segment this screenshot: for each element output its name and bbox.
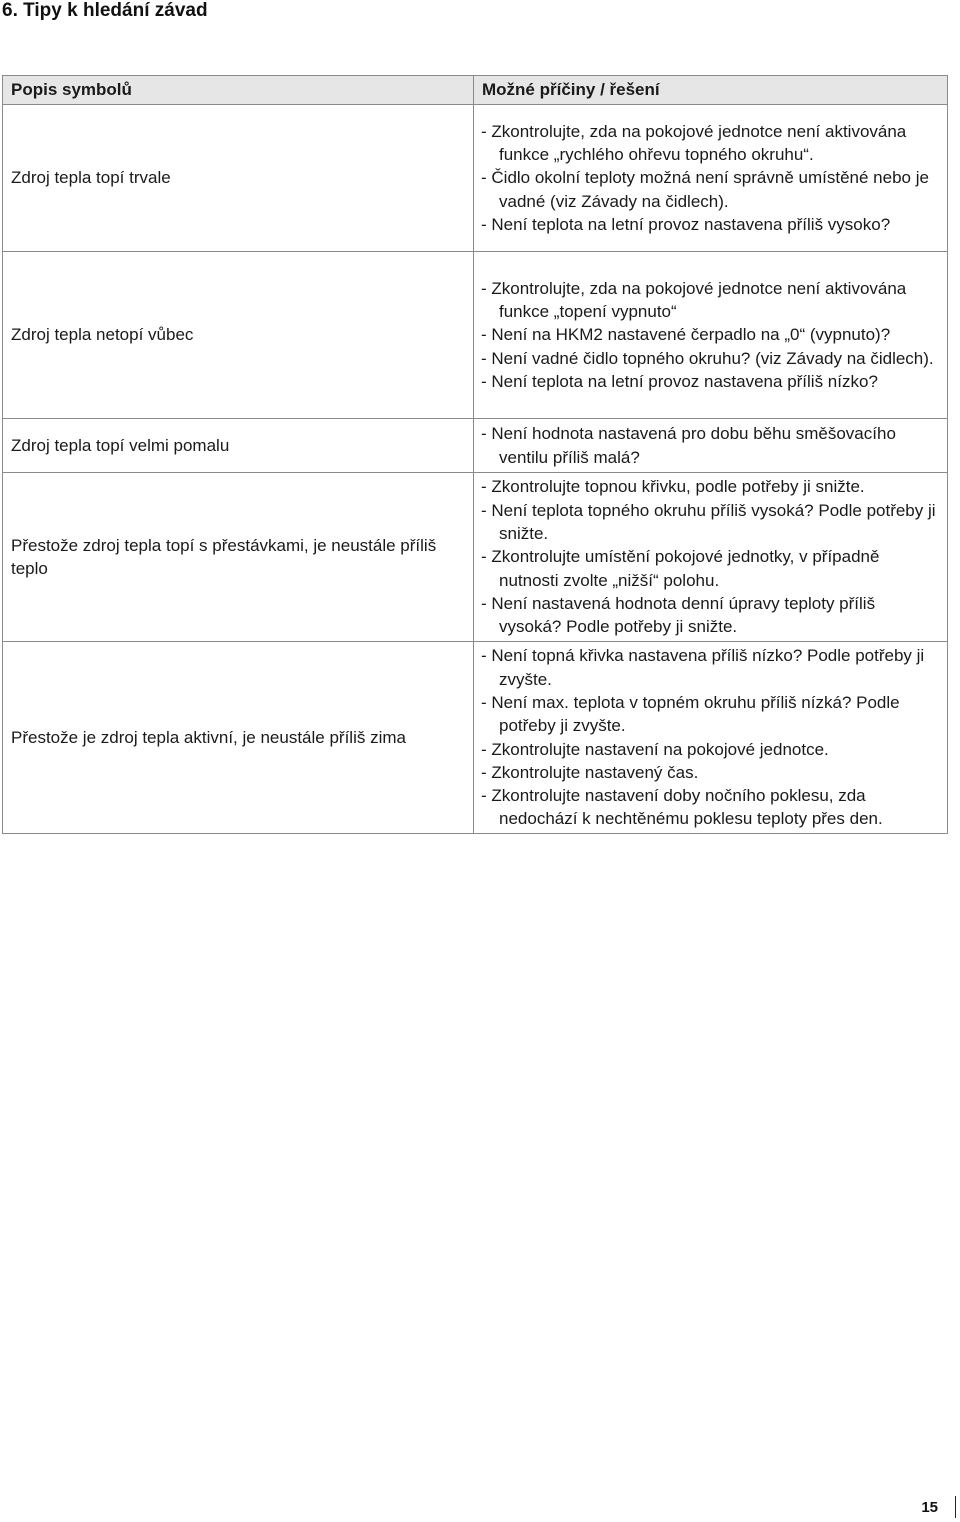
cause-cell — [474, 642, 948, 834]
page-number-divider — [955, 1496, 956, 1518]
column-header-cause: Možné příčiny / řešení — [474, 76, 948, 105]
symptom-cell: Přestože je zdroj tepla aktivní, je neustále příliš zima — [3, 642, 474, 834]
cause-item: - Čidlo okolní teploty možná není správně umístěné nebo je vadné (viz Závady na čidlech). — [481, 168, 929, 211]
cause-cell — [474, 473, 948, 642]
table-row — [3, 252, 948, 419]
symptom-cell: Přestože zdroj tepla topí s přestávkami, je neustále příliš teplo — [3, 473, 474, 642]
cause-item: - Zkontrolujte, zda na pokojové jednotce není aktivována funkce „topení vypnuto“ — [481, 278, 907, 322]
page-title: 6. Tipy k hledání závad — [2, 0, 208, 21]
cause-cell — [474, 252, 948, 419]
cause-item: - Není hodnota nastavená pro dobu běhu směšovacího ventilu příliš malá? — [481, 424, 896, 467]
cause-item: - Zkontrolujte nastavený čas. — [481, 762, 699, 782]
symptom-cell: Zdroj tepla topí trvale — [3, 105, 474, 252]
cause-item: - Zkontrolujte topnou křivku, podle potřeby ji snižte. — [481, 477, 865, 497]
cause-item: - Zkontrolujte, zda na pokojové jednotce není aktivována funkce „rychlého ohřevu topného okruhu“. — [481, 121, 907, 165]
cause-item: - Není nastavená hodnota denní úpravy teploty příliš vysoká? Podle potřeby ji snižte. — [481, 593, 876, 637]
cause-item: - Není max. teplota v topném okruhu příliš nízká? Podle potřeby ji zvyšte. — [481, 692, 900, 736]
cause-item: - Není vadné čidlo topného okruhu? (viz Závady na čidlech). — [481, 348, 934, 368]
cause-item: - Zkontrolujte umístění pokojové jednotky, v případně nutnosti zvolte „nižší“ polohu. — [481, 547, 880, 590]
cause-item: - Není teplota na letní provoz nastavena příliš vysoko? — [481, 214, 891, 234]
table-row — [3, 105, 948, 252]
symptom-cell: Zdroj tepla topí velmi pomalu — [3, 419, 474, 473]
cause-cell — [474, 419, 948, 473]
table-header-row — [3, 76, 948, 105]
troubleshooting-table — [2, 75, 948, 834]
cause-item: - Není teplota na letní provoz nastavena příliš nízko? — [481, 371, 878, 391]
cause-item: - Není topná křivka nastavena příliš nízko? Podle potřeby ji zvyšte. — [481, 646, 925, 689]
table-row — [3, 419, 948, 473]
cause-item: - Zkontrolujte nastavení doby nočního poklesu, zda nedochází k nechtěnému poklesu teploty přes den. — [481, 786, 883, 829]
column-header-symptom: Popis symbolů — [3, 76, 474, 105]
symptom-cell: Zdroj tepla netopí vůbec — [3, 252, 474, 419]
table-row — [3, 473, 948, 642]
cause-cell — [474, 105, 948, 252]
page-number: 15 — [921, 1499, 938, 1516]
table-row — [3, 642, 948, 834]
cause-item: - Není na HKM2 nastavené čerpadlo na „0“ (vypnuto)? — [481, 325, 891, 345]
cause-item: - Zkontrolujte nastavení na pokojové jednotce. — [481, 739, 829, 759]
cause-item: - Není teplota topného okruhu příliš vysoká? Podle potřeby ji snižte. — [481, 500, 936, 544]
